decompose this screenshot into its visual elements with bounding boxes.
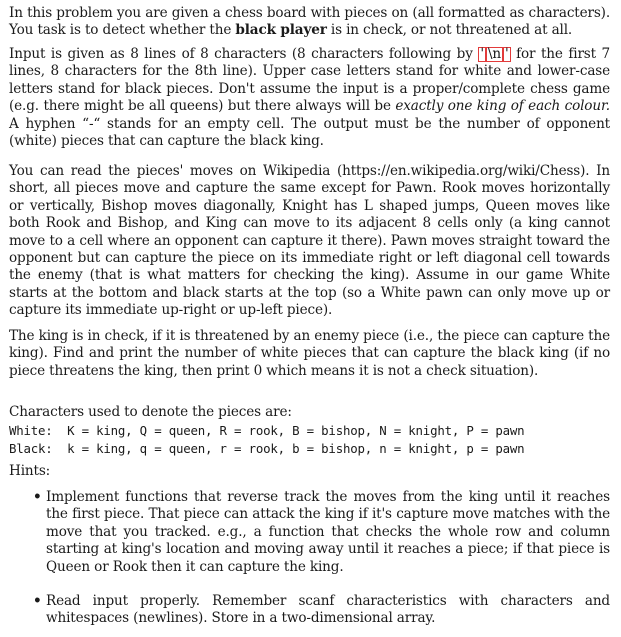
newline-char-highlight: \n [487, 46, 501, 62]
input-text-end: A hyphen “-“ stands for an empty cell. The output must be the number of opponent (white) pieces that can capture the black king. [9, 115, 610, 150]
bullet-icon: • [33, 593, 42, 609]
hints-list-2 [9, 593, 610, 628]
hints-list [9, 489, 610, 576]
intro-text: In this problem you are given a chess board with pieces on (all formatted as characters). You task is to detect whether the [9, 5, 610, 39]
intro-text-end: is in check, or not threatened at all. [326, 22, 573, 39]
hint-item [9, 489, 610, 576]
intro-paragraph [9, 5, 610, 40]
black-player-emphasis: black player [235, 22, 327, 39]
hint-text: Implement functions that reverse track the moves from the king until it reaches the first piece. That piece can attack the king if it's capture move matches with the move that you tracked. e.g., a function that checks the whole row and column starting at king's location and moving away until it reaches a piece; if that piece is Queen or Rook then it can capture the king. [46, 489, 610, 575]
legend-heading: Characters used to denote the pieces are: [9, 404, 292, 420]
rules-paragraph: You can read the pieces' moves on Wikipedia (https://en.wikipedia.org/wiki/Chess). In short, all pieces move and capture the same except for Pawn. Rook moves horizontally or vertically, Bishop moves diagonally, Knight has L shaped jumps, Queen moves like both Rook and Bishop, and King can move to its adjacent 8 cells only (a king cannot move to a cell where an opponent can capture it there). Pawn moves straight toward the opponent but can capture the piece on its immediate right or left diagonal cell towards the enemy (that is what matters for checking the king). Assume in our game White starts at the bottom and black starts at the top (so a White pawn can only move up or capture its immediate up-right or up-left piece). [9, 163, 610, 319]
check-paragraph: The king is in check, if it is threatened by an enemy piece (i.e., the piece can capture the king). Find and print the number of white pieces that can capture the black king (if no piece threatens the king, then print 0 which means it is not a check situation). [9, 328, 610, 379]
legend-black-line: Black: k = king, q = queen, r = rook, b = bishop, n = knight, p = pawn [9, 441, 525, 456]
newline-char-right-highlight: ' [504, 46, 509, 62]
legend-white-line: White: K = king, Q = queen, R = rook, B = bishop, N = knight, P = pawn [9, 423, 525, 438]
newline-char-left-highlight: ' [480, 46, 484, 62]
hint-text: Read input properly. Remember scanf characteristics with characters and whitespaces (newlines). Store in a two-dimensional array. [46, 593, 610, 627]
hint-item [9, 593, 610, 628]
input-text-cont: for the first 7 lines, 8 characters for the 8th line). Upper case letters stand for white and lower-case letters stand for black pieces. Don't assume the input is a proper/complete chess game (e.g. there might be all queens) but there always will be [9, 46, 611, 115]
input-paragraph [9, 46, 610, 150]
bullet-icon: • [33, 489, 42, 505]
one-king-emphasis: exactly one king of each colour. [395, 98, 610, 115]
input-text: Input is given as 8 lines of 8 characters (8 characters following by [9, 46, 479, 62]
hints-heading: Hints: [9, 463, 51, 479]
